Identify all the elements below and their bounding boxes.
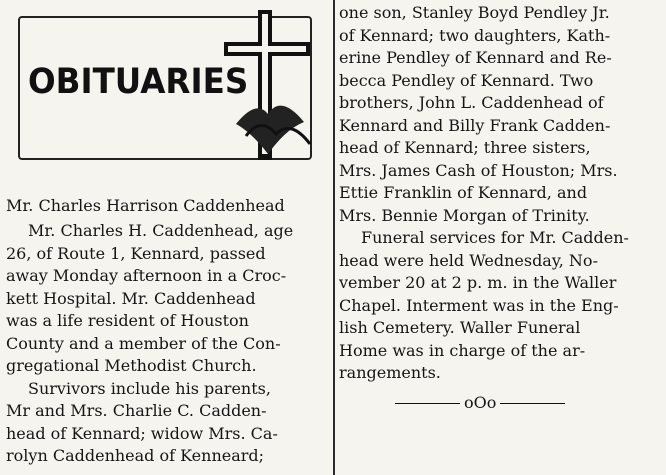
text-line: Mr. Charles H. Caddenhead, age (28, 221, 294, 240)
text-line: kett Hospital. Mr. Caddenhead (6, 288, 256, 308)
text-line: vember 20 at 2 p. m. in the Waller (339, 273, 617, 292)
obituaries-header (6, 4, 328, 169)
text-line: brothers, John L. Caddenhead of (339, 93, 604, 112)
text-line: head of Kennard; widow Mrs. Ca- (6, 423, 278, 443)
text-line: Funeral services for Mr. Cadden- (361, 228, 629, 247)
header-title: OBITUARIES (28, 62, 249, 102)
text-line: was a life resident of Houston (6, 311, 249, 330)
text-line: of Kennard; two daughters, Kath- (339, 25, 611, 45)
text-line: Ettie Franklin of Kennard, and (339, 183, 588, 202)
text-line: rangements. (339, 363, 441, 382)
text-line: head of Kennard; three sisters, (339, 138, 591, 157)
text-line: Mr and Mrs. Charlie C. Cadden- (6, 401, 267, 420)
text-line: gregational Methodist Church. (6, 356, 257, 375)
text-line: Chapel. Interment was in the Eng- (339, 295, 619, 315)
text-line: Home was in charge of the ar- (339, 340, 586, 360)
text-line: County and a member of the Con- (6, 333, 281, 353)
end-mark (395, 393, 565, 412)
text-line: head were held Wednesday, No- (339, 250, 598, 270)
text-line: becca Pendley of Kennard. Two (339, 70, 594, 90)
end-mark-text: oOo (464, 393, 497, 412)
text-line: Survivors include his parents, (28, 378, 271, 398)
text-line: lish Cemetery. Waller Funeral (339, 318, 581, 337)
text-line: erine Pendley of Kennard and Re- (339, 48, 612, 67)
deceased-name: Mr. Charles Harrison Caddenhead (6, 196, 285, 215)
text-line: 26, of Route 1, Kennard, passed (6, 243, 266, 263)
text-line: Mrs. James Cash of Houston; Mrs. (339, 160, 618, 180)
column-rule (333, 0, 335, 475)
text-line: one son, Stanley Boyd Pendley Jr. (339, 3, 610, 22)
text-line: rolyn Caddenhead of Kenneard; (6, 446, 265, 465)
text-line: Kennard and Billy Frank Cadden- (339, 115, 611, 135)
text-line: Mrs. Bennie Morgan of Trinity. (339, 205, 590, 225)
text-line: away Monday afternoon in a Croc- (6, 266, 287, 285)
